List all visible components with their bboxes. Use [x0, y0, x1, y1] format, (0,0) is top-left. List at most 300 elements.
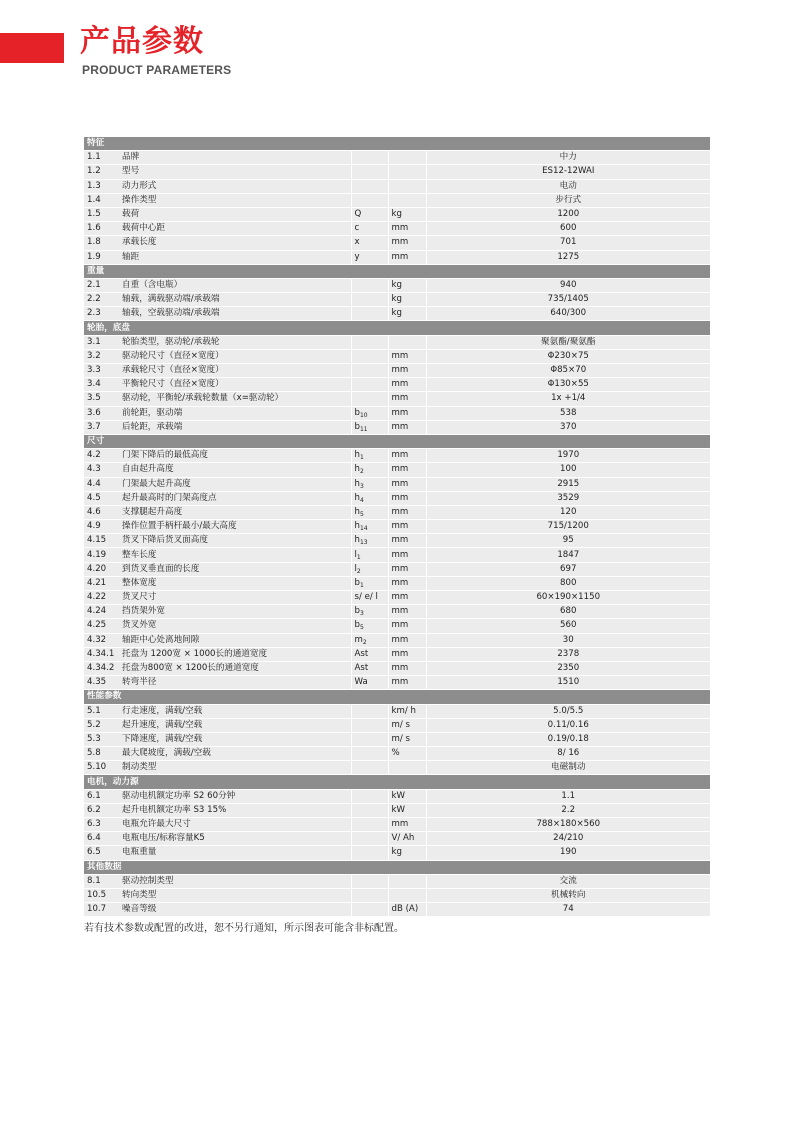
table-row [84, 704, 710, 718]
row-value: 0.19/0.18 [426, 732, 710, 746]
row-symbol [351, 661, 388, 675]
row-symbol [351, 704, 388, 718]
symbol-text: Wa [354, 677, 368, 688]
section-header [84, 860, 710, 874]
row-number: 10.7 [84, 903, 119, 917]
row-symbol [351, 789, 388, 803]
row-name: 托盘为800宽 × 1200长的通道宽度 [119, 661, 351, 675]
row-value: 30 [426, 633, 710, 647]
parameters-table [84, 137, 710, 917]
row-name: 自由起升高度 [119, 463, 351, 477]
row-symbol [351, 207, 388, 221]
row-value: Φ130×55 [426, 378, 710, 392]
row-name: 载荷 [119, 207, 351, 221]
row-name: 门架下降后的最低高度 [119, 449, 351, 463]
row-name: 挡货架外宽 [119, 605, 351, 619]
row-number: 3.5 [84, 392, 119, 406]
row-name: 电瓶允许最大尺寸 [119, 818, 351, 832]
row-unit: V/ Ah [388, 832, 426, 846]
table-row [84, 562, 710, 576]
table-row [84, 349, 710, 363]
table-row [84, 661, 710, 675]
row-value: 560 [426, 619, 710, 633]
table-row [84, 505, 710, 519]
row-number: 3.4 [84, 378, 119, 392]
symbol-text: y [354, 251, 360, 262]
row-value: 交流 [426, 874, 710, 888]
symbol-subscript: 1 [359, 581, 364, 589]
row-name: 自重（含电瓶） [119, 278, 351, 292]
row-unit [388, 335, 426, 349]
table-row [84, 647, 710, 661]
symbol-text: h [354, 521, 360, 532]
row-value: 74 [426, 903, 710, 917]
row-unit [388, 761, 426, 775]
row-value: 8/ 16 [426, 747, 710, 761]
row-number: 1.5 [84, 207, 119, 221]
row-name: 前轮距，驱动端 [119, 406, 351, 420]
symbol-text: b [354, 577, 360, 588]
row-number: 8.1 [84, 874, 119, 888]
row-symbol [351, 406, 388, 420]
row-value: 190 [426, 846, 710, 860]
row-name: 货叉外宽 [119, 619, 351, 633]
row-number: 5.10 [84, 761, 119, 775]
row-symbol [351, 477, 388, 491]
row-number: 6.5 [84, 846, 119, 860]
row-name: 驱动轮尺寸（直径×宽度） [119, 349, 351, 363]
table-row [84, 250, 710, 264]
row-unit: km/ h [388, 704, 426, 718]
row-name: 动力形式 [119, 179, 351, 193]
row-value: 2350 [426, 661, 710, 675]
row-value: 370 [426, 420, 710, 434]
row-symbol [351, 278, 388, 292]
row-symbol [351, 534, 388, 548]
row-name: 到货叉垂直面的长度 [119, 562, 351, 576]
row-symbol [351, 605, 388, 619]
row-number: 10.5 [84, 888, 119, 902]
row-value: 640/300 [426, 307, 710, 321]
section-title: 重量 [84, 264, 710, 278]
row-unit: mm [388, 605, 426, 619]
row-number: 4.15 [84, 534, 119, 548]
row-number: 4.34.2 [84, 661, 119, 675]
table-row [84, 378, 710, 392]
row-name: 载荷中心距 [119, 222, 351, 236]
row-number: 1.1 [84, 151, 119, 165]
section-header [84, 690, 710, 704]
row-unit: mm [388, 250, 426, 264]
table-row [84, 293, 710, 307]
table-row [84, 165, 710, 179]
row-number: 3.7 [84, 420, 119, 434]
row-symbol [351, 562, 388, 576]
symbol-subscript: 2 [362, 638, 367, 646]
row-unit: mm [388, 477, 426, 491]
row-number: 4.3 [84, 463, 119, 477]
table-row [84, 676, 710, 690]
row-value: 2.2 [426, 803, 710, 817]
row-value: 680 [426, 605, 710, 619]
table-row [84, 335, 710, 349]
table-row [84, 477, 710, 491]
row-value: 1275 [426, 250, 710, 264]
table-row [84, 605, 710, 619]
row-number: 4.2 [84, 449, 119, 463]
row-unit: mm [388, 378, 426, 392]
row-value: 3529 [426, 491, 710, 505]
row-unit: mm [388, 633, 426, 647]
row-name: 门架最大起升高度 [119, 477, 351, 491]
row-number: 5.1 [84, 704, 119, 718]
row-name: 电瓶重量 [119, 846, 351, 860]
symbol-text: Q [354, 209, 362, 220]
row-unit: mm [388, 349, 426, 363]
symbol-text: l [354, 563, 357, 574]
row-unit: % [388, 747, 426, 761]
row-unit [388, 193, 426, 207]
row-value: 机械转向 [426, 888, 710, 902]
row-unit: mm [388, 619, 426, 633]
row-name: 驱动轮，平衡轮/承载轮数量（x=驱动轮） [119, 392, 351, 406]
table-row [84, 420, 710, 434]
row-value: 1847 [426, 548, 710, 562]
row-number: 4.6 [84, 505, 119, 519]
row-number: 6.4 [84, 832, 119, 846]
symbol-text: h [354, 506, 360, 517]
row-symbol [351, 747, 388, 761]
row-symbol [351, 491, 388, 505]
row-name: 品牌 [119, 151, 351, 165]
row-symbol [351, 349, 388, 363]
row-symbol [351, 718, 388, 732]
row-symbol [351, 463, 388, 477]
row-number: 4.9 [84, 520, 119, 534]
parameters-table-body [84, 137, 710, 917]
row-number: 4.34.1 [84, 647, 119, 661]
table-row [84, 491, 710, 505]
row-unit: mm [388, 534, 426, 548]
row-number: 4.24 [84, 605, 119, 619]
row-value: 100 [426, 463, 710, 477]
row-name: 行走速度，满载/空载 [119, 704, 351, 718]
table-row [84, 278, 710, 292]
row-name: 噪音等级 [119, 903, 351, 917]
row-symbol [351, 505, 388, 519]
row-value: 5.0/5.5 [426, 704, 710, 718]
row-symbol [351, 548, 388, 562]
row-unit: kg [388, 293, 426, 307]
row-number: 6.1 [84, 789, 119, 803]
row-value: 538 [426, 406, 710, 420]
symbol-subscript: 3 [359, 610, 364, 618]
row-value: Φ230×75 [426, 349, 710, 363]
table-row [84, 789, 710, 803]
row-unit: kg [388, 846, 426, 860]
row-value: 步行式 [426, 193, 710, 207]
symbol-subscript: 2 [359, 468, 364, 476]
table-row [84, 236, 710, 250]
row-unit: dB (A) [388, 903, 426, 917]
row-symbol [351, 307, 388, 321]
table-row [84, 548, 710, 562]
section-header [84, 321, 710, 335]
table-row [84, 619, 710, 633]
row-name: 承载长度 [119, 236, 351, 250]
symbol-text: h [354, 464, 360, 475]
row-value: 24/210 [426, 832, 710, 846]
row-value: 701 [426, 236, 710, 250]
table-row [84, 207, 710, 221]
table-row [84, 903, 710, 917]
table-row [84, 732, 710, 746]
row-unit: mm [388, 222, 426, 236]
row-name: 电瓶电压/标称容量K5 [119, 832, 351, 846]
row-number: 1.8 [84, 236, 119, 250]
row-value: 788×180×560 [426, 818, 710, 832]
row-name: 制动类型 [119, 761, 351, 775]
row-name: 货叉尺寸 [119, 591, 351, 605]
section-header [84, 137, 710, 151]
row-symbol [351, 293, 388, 307]
table-row [84, 718, 710, 732]
table-row [84, 803, 710, 817]
row-unit: mm [388, 548, 426, 562]
row-symbol [351, 846, 388, 860]
row-value: 1200 [426, 207, 710, 221]
table-row [84, 307, 710, 321]
row-name: 起升电机额定功率 S3 15% [119, 803, 351, 817]
symbol-subscript: 5 [359, 510, 364, 518]
row-value: 0.11/0.16 [426, 718, 710, 732]
row-symbol [351, 676, 388, 690]
row-unit: mm [388, 463, 426, 477]
symbol-subscript: 13 [359, 539, 368, 547]
symbol-subscript: 10 [359, 411, 368, 419]
row-unit: kW [388, 803, 426, 817]
row-name: 驱动电机额定功率 S2 60分钟 [119, 789, 351, 803]
symbol-subscript: 2 [356, 567, 361, 575]
section-title: 轮胎，底盘 [84, 321, 710, 335]
row-symbol [351, 888, 388, 902]
row-value: 1970 [426, 449, 710, 463]
table-row [84, 761, 710, 775]
row-symbol [351, 420, 388, 434]
row-number: 3.3 [84, 364, 119, 378]
row-name: 起升最高时的门架高度点 [119, 491, 351, 505]
row-name: 后轮距，承载端 [119, 420, 351, 434]
row-unit: mm [388, 406, 426, 420]
row-number: 3.6 [84, 406, 119, 420]
symbol-text: h [354, 492, 360, 503]
row-name: 货叉下降后货叉面高度 [119, 534, 351, 548]
row-name: 转向类型 [119, 888, 351, 902]
row-unit [388, 179, 426, 193]
row-unit: m/ s [388, 732, 426, 746]
row-symbol [351, 392, 388, 406]
symbol-text: Ast [354, 663, 369, 674]
table-row [84, 151, 710, 165]
row-number: 4.20 [84, 562, 119, 576]
row-unit: mm [388, 420, 426, 434]
row-symbol [351, 335, 388, 349]
row-name: 托盘为 1200宽 × 1000长的通道宽度 [119, 647, 351, 661]
page-subtitle: PRODUCT PARAMETERS [82, 63, 232, 77]
row-name: 轴距 [119, 250, 351, 264]
row-value: 电磁制动 [426, 761, 710, 775]
table-row [84, 591, 710, 605]
row-value: 聚氨酯/聚氨酯 [426, 335, 710, 349]
row-symbol [351, 576, 388, 590]
row-unit: kg [388, 278, 426, 292]
row-name: 操作类型 [119, 193, 351, 207]
section-header [84, 775, 710, 789]
symbol-text: x [354, 237, 360, 248]
row-name: 平衡轮尺寸（直径×宽度） [119, 378, 351, 392]
row-name: 驱动控制类型 [119, 874, 351, 888]
row-symbol [351, 591, 388, 605]
row-number: 1.2 [84, 165, 119, 179]
row-unit: mm [388, 236, 426, 250]
row-number: 3.1 [84, 335, 119, 349]
row-unit: mm [388, 491, 426, 505]
symbol-text: c [354, 223, 360, 234]
row-symbol [351, 803, 388, 817]
row-value: 2378 [426, 647, 710, 661]
row-number: 4.25 [84, 619, 119, 633]
symbol-subscript: 4 [359, 496, 364, 504]
row-value: 2915 [426, 477, 710, 491]
header-accent-bar [0, 33, 64, 63]
symbol-text: m [354, 634, 363, 645]
row-value: 1510 [426, 676, 710, 690]
row-symbol [351, 364, 388, 378]
table-row [84, 392, 710, 406]
table-row [84, 179, 710, 193]
table-row [84, 534, 710, 548]
symbol-subscript: 11 [359, 425, 368, 433]
row-name: 支撑腿起升高度 [119, 505, 351, 519]
symbol-text: b [354, 407, 360, 418]
symbol-text: h [354, 450, 360, 461]
table-row [84, 463, 710, 477]
row-number: 2.2 [84, 293, 119, 307]
row-value: 中力 [426, 151, 710, 165]
row-number: 4.22 [84, 591, 119, 605]
row-number: 1.4 [84, 193, 119, 207]
section-header [84, 434, 710, 448]
row-value: 1.1 [426, 789, 710, 803]
section-title: 特征 [84, 137, 710, 151]
row-symbol [351, 236, 388, 250]
row-name: 转弯半径 [119, 676, 351, 690]
table-row [84, 747, 710, 761]
row-value: 735/1405 [426, 293, 710, 307]
row-symbol [351, 832, 388, 846]
row-value: ES12-12WAI [426, 165, 710, 179]
row-number: 6.3 [84, 818, 119, 832]
row-value: 800 [426, 576, 710, 590]
row-unit: mm [388, 505, 426, 519]
row-unit: mm [388, 818, 426, 832]
row-symbol [351, 761, 388, 775]
row-value: 120 [426, 505, 710, 519]
row-value: 600 [426, 222, 710, 236]
row-value: 697 [426, 562, 710, 576]
row-name: 下降速度，满载/空载 [119, 732, 351, 746]
row-symbol [351, 619, 388, 633]
row-number: 4.5 [84, 491, 119, 505]
symbol-subscript: 3 [359, 482, 364, 490]
row-symbol [351, 179, 388, 193]
row-unit: mm [388, 364, 426, 378]
row-unit [388, 151, 426, 165]
row-number: 5.2 [84, 718, 119, 732]
row-value: 715/1200 [426, 520, 710, 534]
row-unit: mm [388, 591, 426, 605]
row-symbol [351, 378, 388, 392]
row-unit: m/ s [388, 718, 426, 732]
table-row [84, 222, 710, 236]
table-row [84, 818, 710, 832]
row-unit [388, 888, 426, 902]
symbol-text: b [354, 606, 360, 617]
row-number: 1.3 [84, 179, 119, 193]
row-name: 整体宽度 [119, 576, 351, 590]
row-symbol [351, 633, 388, 647]
section-title: 电机，动力源 [84, 775, 710, 789]
row-number: 5.8 [84, 747, 119, 761]
row-unit: mm [388, 449, 426, 463]
row-number: 2.1 [84, 278, 119, 292]
table-row [84, 520, 710, 534]
row-name: 轮胎类型，驱动轮/承载轮 [119, 335, 351, 349]
symbol-text: h [354, 478, 360, 489]
table-row [84, 832, 710, 846]
table-row [84, 576, 710, 590]
row-name: 承载轮尺寸（直径×宽度） [119, 364, 351, 378]
row-unit: kW [388, 789, 426, 803]
table-row [84, 449, 710, 463]
symbol-subscript: 1 [359, 454, 364, 462]
section-header [84, 264, 710, 278]
row-number: 1.6 [84, 222, 119, 236]
row-number: 5.3 [84, 732, 119, 746]
table-row [84, 846, 710, 860]
row-value: Φ85×70 [426, 364, 710, 378]
symbol-subscript: 1 [356, 553, 361, 561]
row-number: 4.35 [84, 676, 119, 690]
footnote: 若有技术参数或配置的改进，恕不另行通知，所示图表可能含非标配置。 [84, 923, 404, 934]
row-unit: mm [388, 647, 426, 661]
row-name: 型号 [119, 165, 351, 179]
row-value: 电动 [426, 179, 710, 193]
row-unit: mm [388, 520, 426, 534]
symbol-text: Ast [354, 648, 369, 659]
row-name: 起升速度，满载/空载 [119, 718, 351, 732]
row-symbol [351, 151, 388, 165]
symbol-text: b [354, 421, 360, 432]
row-number: 1.9 [84, 250, 119, 264]
symbol-text: s/ e/ l [354, 592, 378, 603]
row-symbol [351, 193, 388, 207]
row-symbol [351, 222, 388, 236]
section-title: 性能参数 [84, 690, 710, 704]
row-number: 4.4 [84, 477, 119, 491]
symbol-text: b [354, 620, 360, 631]
row-unit: kg [388, 207, 426, 221]
